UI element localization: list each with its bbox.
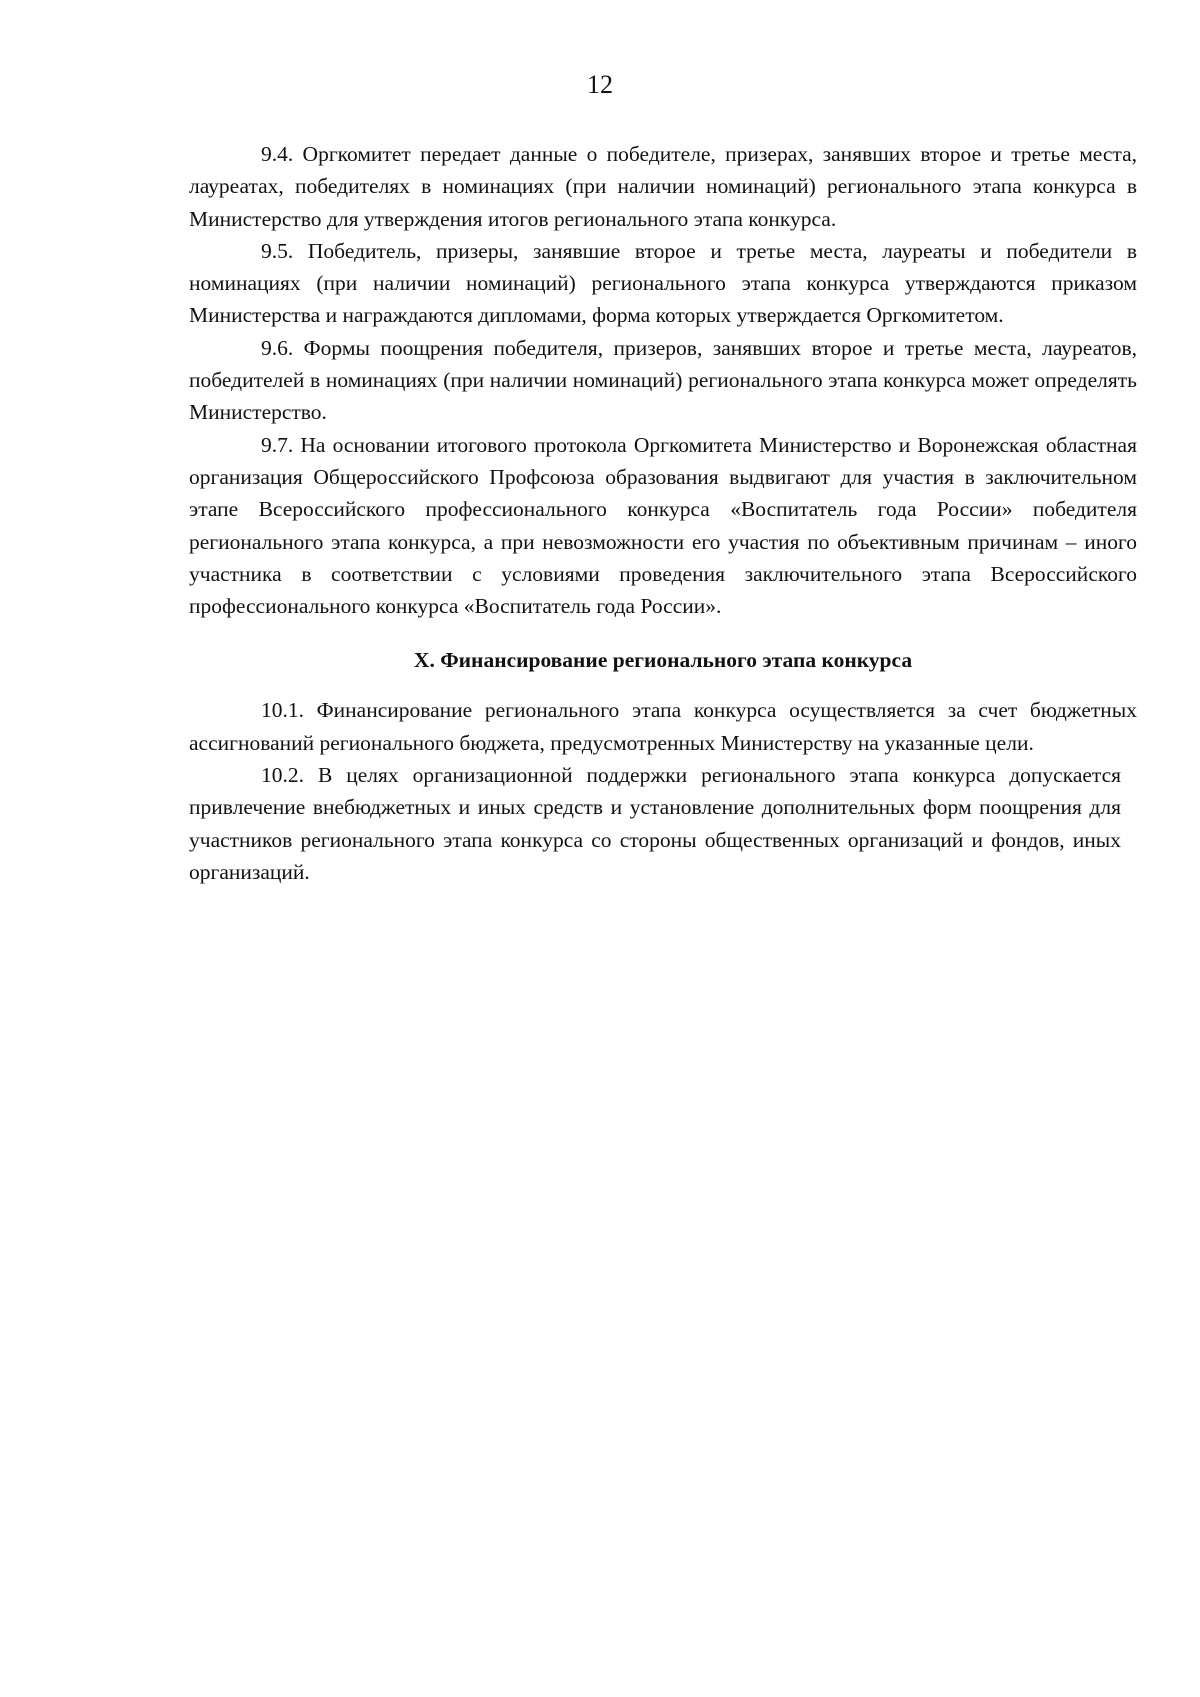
paragraph-9-6: 9.6. Формы поощрения победителя, призеров, занявших второе и третье места, лауреатов, победителей в номинациях (при наличии номинаций) регионального этапа конкурса может определять Министерство. xyxy=(189,335,1137,425)
paragraph-10-1: 10.1. Финансирование регионального этапа конкурса осуществляется за счет бюджетных ассигнований регионального бюджета, предусмотренных Министерству на указанные цели. xyxy=(189,698,1137,755)
paragraph-9-5: 9.5. Победитель, призеры, занявшие второе и третье места, лауреаты и победители в номинациях (при наличии номинаций) регионального этапа конкурса утверждаются приказом Министерства и награждаются дипломами, форма которых утверждается Оргкомитетом. xyxy=(189,238,1137,328)
paragraph-9-4: 9.4. Оргкомитет передает данные о победителе, призерах, занявших второе и третье места, лауреатах, победителях в номинациях (при наличии номинаций) регионального этапа конкурса в Министерство для утверждения итогов регионального этапа конкурса. xyxy=(189,142,1137,231)
page-number: 12 xyxy=(587,70,613,99)
document-body xyxy=(189,138,1137,888)
paragraph-9-7: 9.7. На основании итогового протокола Оргкомитета Министерство и Воронежская областная организация Общероссийского Профсоюза образования выдвигают для участия в заключительном этапе Всероссийского профессионального конкурса «Воспитатель года России» победителя регионального этапа конкурса, а при невозможности его участия по объективным причинам – иного участника в соответствии с условиями проведения заключительного этапа Всероссийского профессионального конкурса «Воспитатель года России». xyxy=(189,432,1137,619)
section-heading-x: X. Финансирование регионального этапа конкурса xyxy=(413,648,913,673)
paragraph-10-2: 10.2. В целях организационной поддержки регионального этапа конкурса допускается привлечение внебюджетных и иных средств и установление дополнительных форм поощрения для участников регионального этапа конкурса со стороны общественных организаций и фондов, иных организаций. xyxy=(189,763,1121,884)
